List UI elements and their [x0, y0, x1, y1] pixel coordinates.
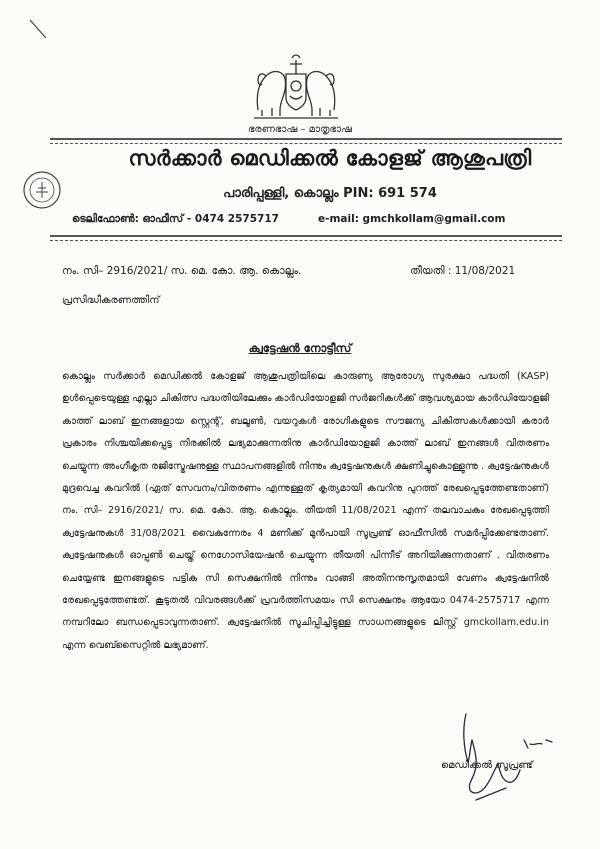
signature [442, 700, 562, 810]
pen-mark [28, 18, 48, 40]
notice-title-text: ക്വട്ടേഷൻ നോട്ടീസ് [248, 341, 352, 355]
kerala-emblem-icon [250, 52, 342, 124]
telephone: ടെലിഫോൺ: ഓഫീസ് - 0474 2575717 [72, 213, 279, 225]
reference-number: നം. സി– 2916/2021/ സ. മെ. കോ. ആ. കൊല്ലം. [62, 265, 302, 277]
motto: ഭരണഭാഷ – മാതൃഭാഷ [247, 124, 353, 135]
bottom-divider [50, 235, 562, 237]
addressee: പ്രസിദ്ധീകരണത്തിന് [62, 295, 160, 306]
top-divider [50, 138, 562, 140]
notice-body: കൊല്ലം സർക്കാർ മെഡിക്കൽ കോളജ് ആശുപത്രിയിലെ കാരുണ്യ ആരോഗ്യ സുരക്ഷാ പദ്ധതി (KASP) ഉൾപ്പെടെയുള്ള എല്ലാ ചികിത്സ പദ്ധതിയിലേക്കും കാർഡിയോളജി സർജറികൾക്ക് ആവശ്യമായ കാർഡിയോളജി കാത്ത് ലാബ് ഇനങ്ങളായ സ്റ്റെന്റ്, ബലൂൺ, വയറുകൾ രോഗികളുടെ സൗജന്യ ചികിത്സകൾക്കായി കരാർ പ്രകാരം നിശ്ചയിക്കപ്പെട്ട നിരക്കിൽ ലഭ്യമാക്കുന്നതിനു കാർഡിയോളജി കാത്ത് ലാബ് ഇനങ്ങൾ വിതരണം ചെയ്യുന്ന അംഗീകൃത രജിസ്ട്രേഷനുള്ള സ്ഥാപനങ്ങളിൽ നിന്നും ക്വട്ടേഷനുകൾ ക്ഷണിച്ചുകൊള്ളുന്നു . ക്വട്ടേഷനുകൾ മുദ്രവെച്ച കവറിൽ (ഏത് സേവനം/വിതരണം എന്നുള്ളത് കൃത്യമായി കവറിനു പുറത്ത് രേഖപ്പെടുത്തേണ്ടതാണ്) നം. സി– 2916/2021/ സ. മെ. കോ. ആ. കൊല്ലം. തീയതി 11/08/2021 എന്ന് തലവാചകം രേഖപ്പെടുത്തി ക്വട്ടേഷനുകൾ 31/08/2021 വൈകുന്നേരം 4 മണിക്ക് മുൻപായി സൂപ്രണ്ട് ഓഫീസിൽ സമർപ്പിക്കേണ്ടതാണ്. ക്വട്ടേഷനുകൾ ഓപ്പൺ ചെയ്ത് നെഗോസിയേഷൻ ചെയ്യുന്ന തീയതി പിന്നീട് അറിയിക്കുന്നതാണ് . വിതരണം ചെയ്യേണ്ട ഇനങ്ങളുടെ പട്ടിക സി സെക്ഷനിൽ നിന്നും വാങ്ങി അതിനനുസൃതമായി വേണം ക്വട്ടേഷനിൽ രേഖപ്പെടുത്തേണ്ടത്. കൂടുതൽ വിവരങ്ങൾക്ക് പ്രവർത്തിസമയം സി സെക്ഷനും ആയോ 0474-2575717 എന്ന നമ്പറിലോ ബന്ധപ്പെടാവുന്നതാണ്. ക്വട്ടേഷനിൽ സൂചിപ്പിച്ചിട്ടുള്ള സാധനങ്ങളുടെ ലിസ്റ്റ് gmckollam.edu.in എന്ന വെബ്സൈറ്റിൽ ലഭ്യമാണ്. [62, 371, 549, 651]
notice-date: തീയതി : 11/08/2021 [410, 265, 516, 277]
notice-title [0, 341, 600, 356]
signatory-designation: മെഡിക്കൽ സൂപ്രണ്ട് [441, 760, 533, 771]
email: e-mail: gmchkollam@gmail.com [318, 213, 506, 225]
institution-name: സർക്കാർ മെഡിക്കൽ കോളജ് ആശുപത്രി [128, 146, 532, 170]
college-seal-icon [22, 170, 62, 210]
institution-address: പാരിപ്പള്ളി, കൊല്ലം PIN: 691 574 [223, 186, 437, 201]
